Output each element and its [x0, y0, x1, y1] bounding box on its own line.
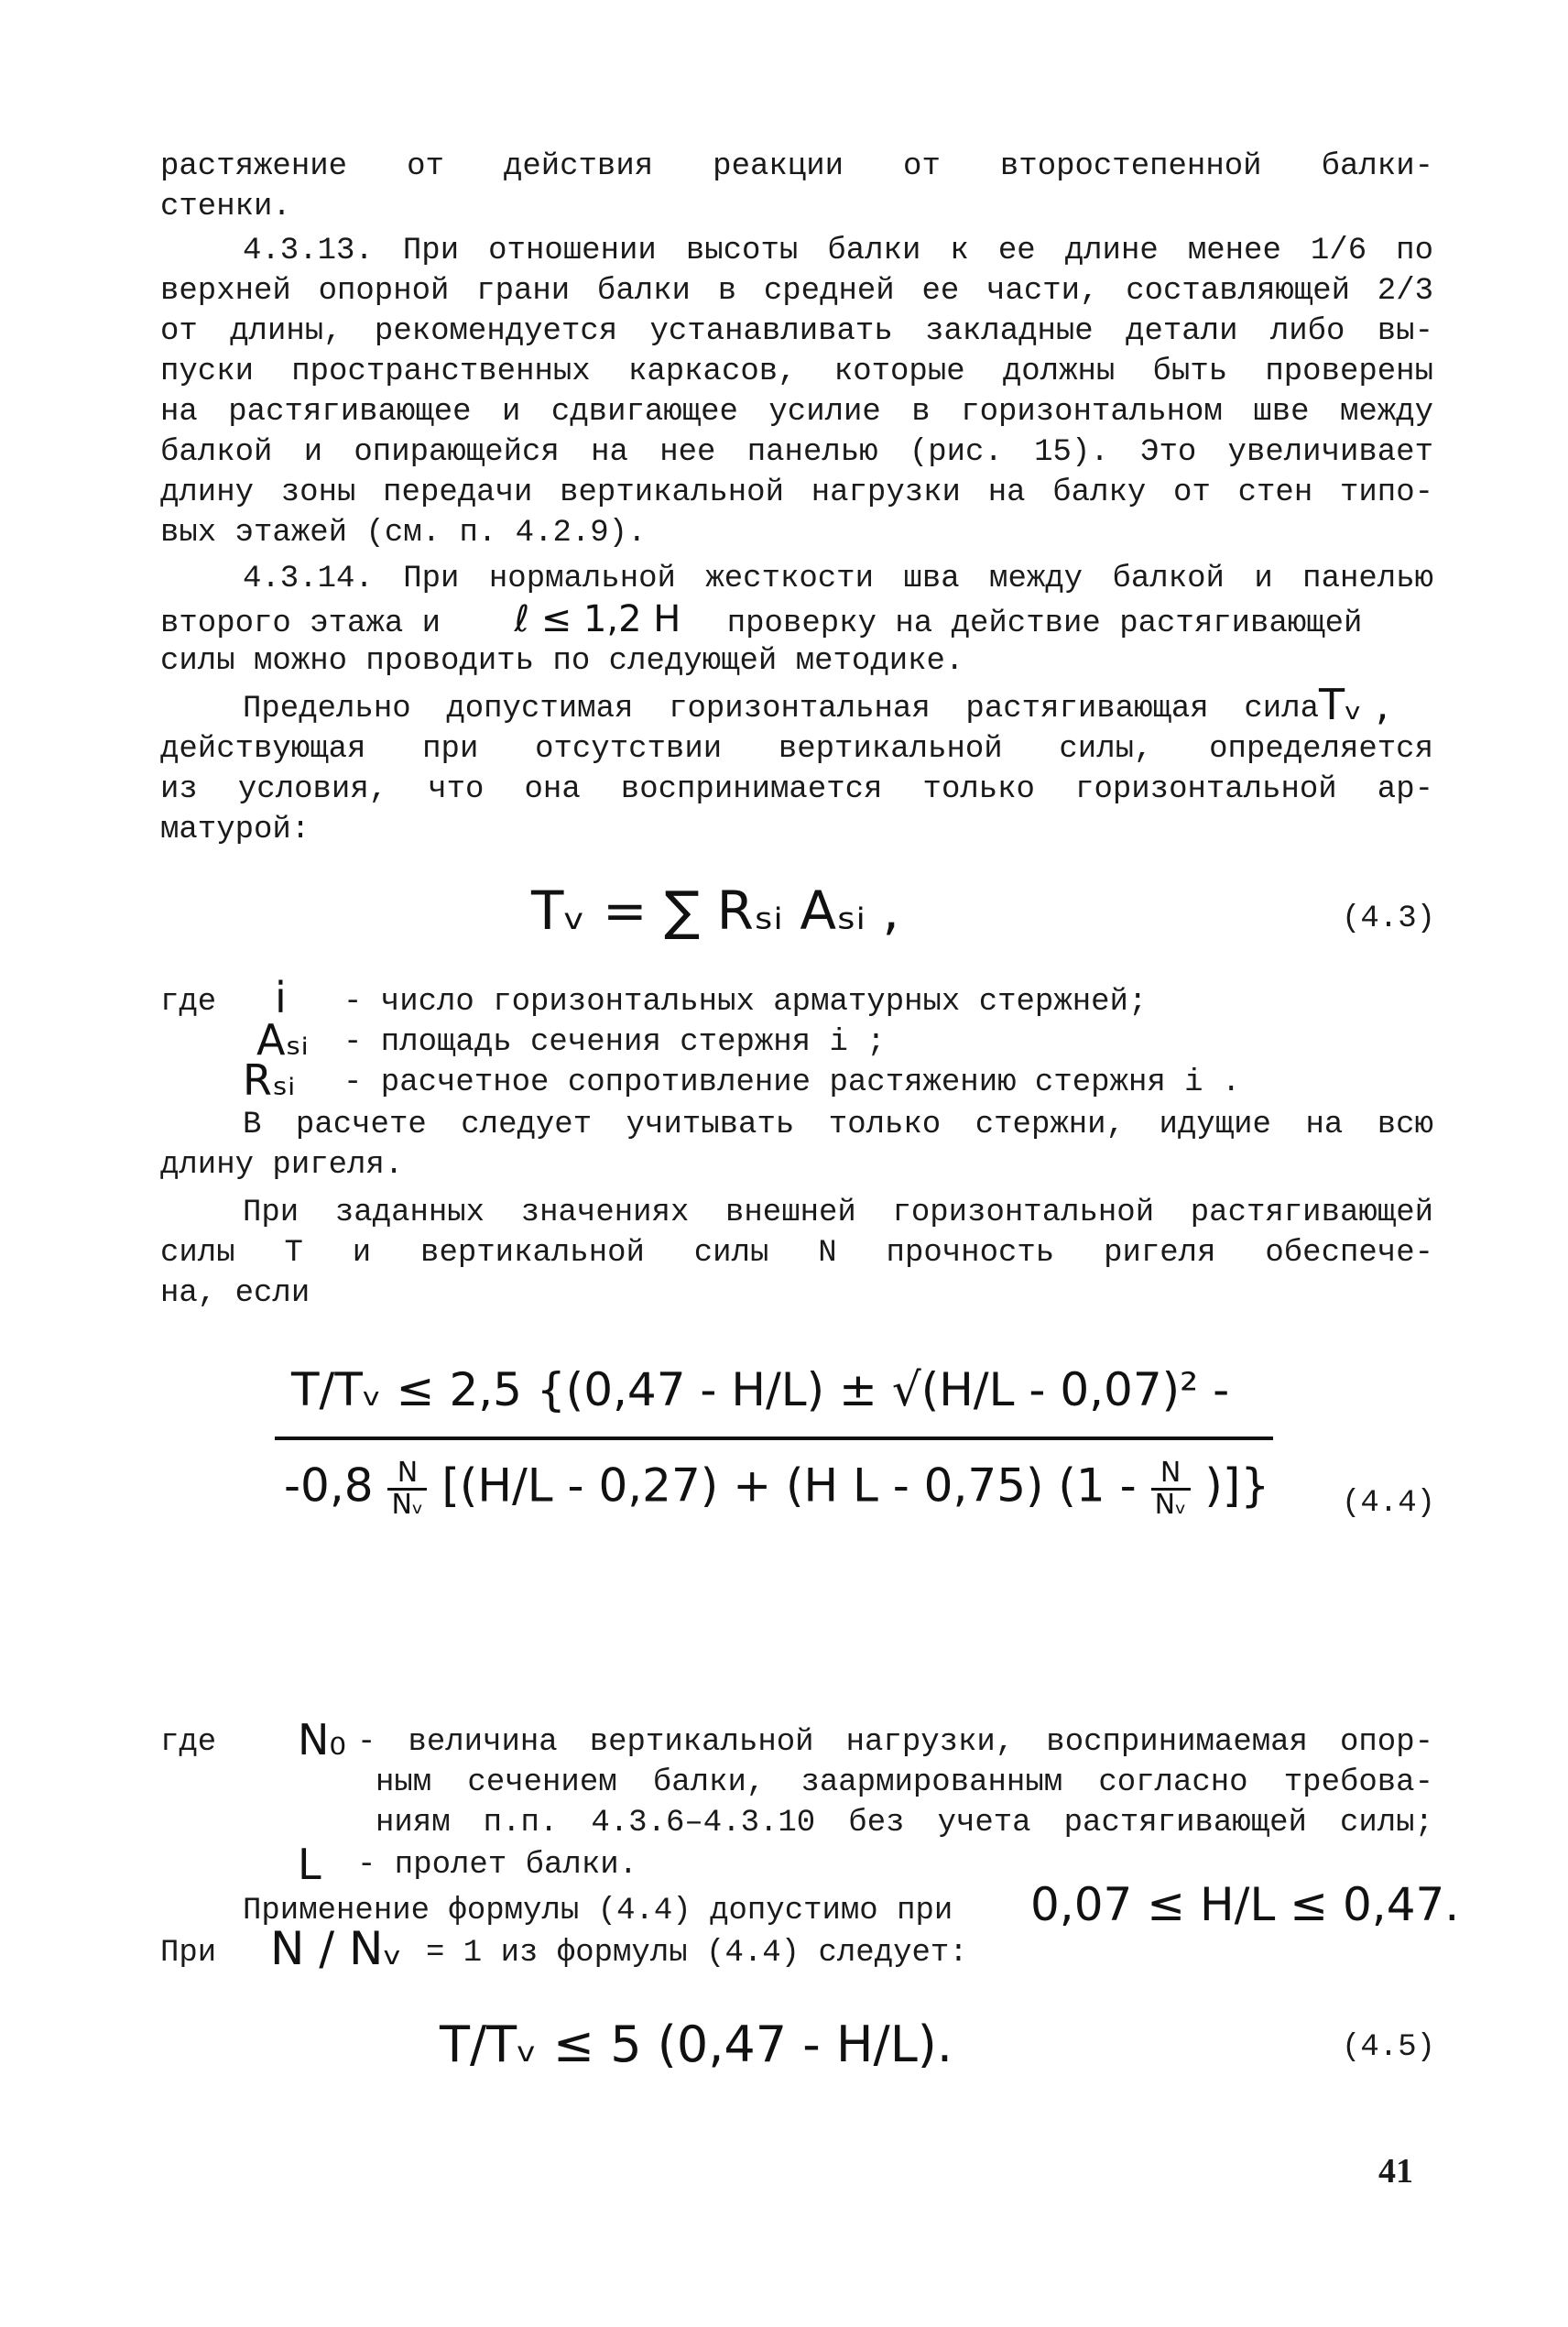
inline-formula: N / Nᵥ — [270, 1922, 403, 1975]
text-line: на растягивающее и сдвигающее усилие в горизонтальном шве между — [160, 395, 1433, 430]
text-line: Применение формулы (4.4) допустимо при — [243, 1894, 953, 1928]
frac-denominator: Nᵥ — [391, 1488, 424, 1521]
equation-4-4-bottom — [284, 1458, 1269, 1519]
where-label: где — [160, 1725, 217, 1760]
frac-denominator: Nᵥ — [1154, 1488, 1187, 1521]
text-line: вых этажей (см. п. 4.2.9). — [160, 516, 647, 551]
equation-4-3: Tᵥ = ∑ Rₛᵢ Aₛᵢ , — [531, 879, 899, 942]
definition-text: ниям п.п. 4.3.6–4.3.10 без учета растягивающей силы; — [376, 1806, 1433, 1841]
eq-part: )]} — [1204, 1458, 1270, 1513]
text-fragment: второго этажа и — [160, 606, 441, 641]
definition-text: - площадь сечения стержня i ; — [343, 1025, 886, 1060]
fraction-n-nv-2 — [1151, 1458, 1191, 1519]
text-line: растяжение от действия реакции от второстепенной балки- — [160, 149, 1433, 184]
text-line: матурой: — [160, 813, 310, 847]
text-line: пуски пространственных каркасов, которые должны быть проверены — [160, 355, 1433, 389]
definition-text: - пролет балки. — [357, 1848, 638, 1883]
text-line: длину ригеля. — [160, 1148, 404, 1183]
fraction-bar — [275, 1437, 1273, 1440]
text-line: стенки. — [160, 190, 291, 224]
frac-numerator: N — [1151, 1458, 1191, 1491]
text-fragment: При — [160, 1936, 217, 1971]
eq-part: -0,8 — [284, 1458, 374, 1513]
symbol-asi: Aₛᵢ — [256, 1015, 309, 1065]
definition-text: - расчетное сопротивление растяжению стержня i . — [343, 1065, 1241, 1100]
text-line: на, если — [160, 1276, 310, 1311]
page-number: 41 — [1378, 2152, 1413, 2190]
equation-number: (4.5) — [1342, 2030, 1436, 2065]
text-line: 4.3.13. При отношении высоты балки к ее длине менее 1/6 по — [243, 234, 1433, 268]
applicability-condition: 0,07 ≤ H/L ≤ 0,47. — [1030, 1878, 1460, 1931]
text-line: При заданных значениях внешней горизонтальной растягивающей — [243, 1196, 1433, 1230]
frac-numerator: N — [387, 1458, 427, 1491]
symbol-l: L — [298, 1840, 321, 1889]
equation-number: (4.4) — [1342, 1486, 1436, 1521]
text-line: силы можно проводить по следующей методике. — [160, 644, 964, 679]
definition-text: - величина вертикальной нагрузки, воспринимаемая опор- — [357, 1725, 1433, 1760]
symbol-i: i — [275, 973, 287, 1022]
equation-4-5: T/Tᵥ ≤ 5 (0,47 - H/L). — [440, 2016, 953, 2073]
text-line: от длины, рекомендуется устанавливать закладные детали либо вы- — [160, 314, 1433, 349]
equation-4-4-top: T/Tᵥ ≤ 2,5 {(0,47 - H/L) ± √(H/L - 0,07)² - — [291, 1363, 1230, 1416]
text-line-with-formula — [160, 599, 1433, 644]
text-line: из условия, что она воспринимается только горизонтальной ар- — [160, 772, 1433, 807]
definition-text: - число горизонтальных арматурных стержней; — [343, 985, 1148, 1020]
force-symbol: Tᵥ , — [1319, 680, 1389, 729]
text-line: балкой и опирающейся на нее панелью (рис. 15). Это увеличивает — [160, 435, 1433, 470]
inline-formula: ℓ ≤ 1,2 H — [514, 598, 681, 640]
text-line: силы Т и вертикальной силы N прочность ригеля обеспече- — [160, 1236, 1433, 1271]
text-line: длину зоны передачи вертикальной нагрузки на балку от стен типо- — [160, 475, 1433, 510]
eq-part: [(H/L - 0,27) + (H L - 0,75) (1 - — [441, 1458, 1137, 1513]
where-label: где — [160, 985, 217, 1020]
text-fragment: проверку на действие растягивающей — [726, 606, 1363, 641]
symbol-n0: N₀ — [298, 1715, 346, 1764]
text-fragment: = 1 из формулы (4.4) следует: — [426, 1936, 968, 1971]
text-line: верхней опорной грани балки в средней ее части, составляющей 2/3 — [160, 274, 1433, 309]
text-line: В расчете следует учитывать только стержни, идущие на всю — [243, 1108, 1433, 1142]
text-line: 4.3.14. При нормальной жесткости шва между балкой и панелью — [243, 562, 1433, 596]
symbol-rsi: Rₛᵢ — [243, 1055, 296, 1105]
equation-number: (4.3) — [1342, 901, 1436, 936]
fraction-n-nv — [387, 1458, 427, 1519]
text-line: действующая при отсутствии вертикальной силы, определяется — [160, 732, 1433, 767]
text-line: Предельно допустимая горизонтальная растягивающая сила — [243, 692, 1319, 727]
definition-text: ным сечением балки, заармированным согласно требова- — [376, 1765, 1433, 1800]
